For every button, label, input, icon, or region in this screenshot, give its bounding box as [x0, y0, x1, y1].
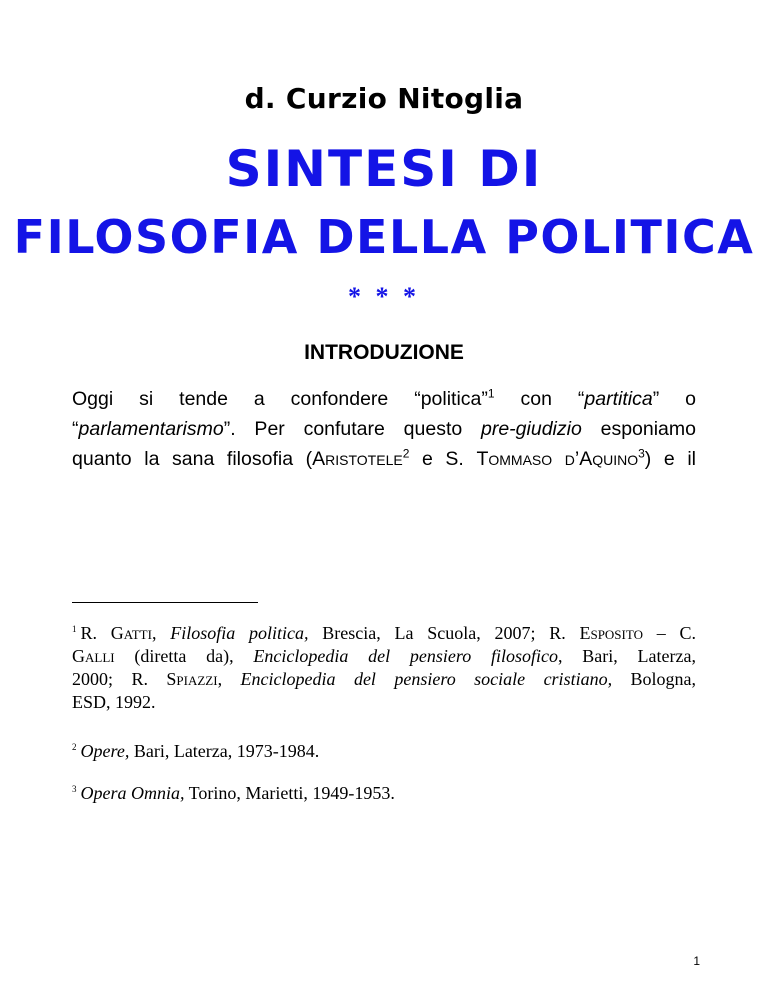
text-run: ,: [217, 669, 241, 689]
text-run: – C.: [642, 623, 696, 643]
footnote-marker: 1: [72, 624, 77, 634]
text-run: esponiamo: [581, 418, 696, 440]
author-name: d. Curzio Nitoglia: [244, 82, 524, 115]
text-run-smallcaps: Galli: [72, 646, 115, 666]
text-run-italic: Filosofia politica,: [170, 623, 309, 643]
footnote-3: [72, 782, 696, 805]
text-run-italic: Opere,: [80, 741, 130, 761]
footnote-1: [72, 622, 696, 714]
footnote-2: [72, 740, 696, 763]
text-run: quanto la sana filosofia (: [72, 448, 313, 470]
title-line-2: FILOSOFIA DELLA POLITICA: [13, 210, 755, 264]
text-run: Oggi si tende a confondere “politica”: [72, 388, 488, 410]
text-run: R.: [80, 623, 111, 643]
text-run: Brescia, La Scuola, 2007; R.: [308, 623, 580, 643]
body-line-1: [72, 384, 696, 414]
text-run: (diretta da),: [114, 646, 254, 666]
footnote-ref-3[interactable]: 3: [638, 446, 645, 461]
footnote-marker: 3: [72, 784, 77, 794]
text-run: ,: [151, 623, 171, 643]
text-run-italic: pre-giudizio: [481, 418, 582, 440]
text-run-smallcaps: Tommaso d’Aquino: [476, 448, 639, 470]
text-run-italic: Opera Omnia,: [80, 783, 185, 803]
footnote-1-line-2: [72, 645, 696, 668]
text-run: con “: [494, 388, 585, 410]
text-run-smallcaps: Esposito: [579, 623, 643, 643]
text-run: e S.: [409, 448, 477, 470]
text-run: Bologna,: [612, 669, 696, 689]
footnote-1-line-1: [72, 622, 696, 645]
text-run-smallcaps: Gatti: [110, 623, 152, 643]
footnote-marker: 2: [72, 742, 77, 752]
text-run-italic: parlamentarismo: [78, 418, 224, 440]
footnote-3-line-1: [72, 782, 696, 805]
separator-stars: * * *: [348, 282, 420, 311]
text-run: Bari, Laterza, 1973-1984.: [129, 741, 320, 761]
footnote-ref-2[interactable]: 2: [402, 446, 410, 461]
text-run-italic: Enciclopedia del pensiero sociale cristiano,: [240, 669, 613, 689]
text-run: ” o: [652, 388, 696, 410]
text-run-smallcaps: Aristotele: [312, 448, 403, 470]
text-run: ) e il: [644, 448, 696, 470]
text-run-italic: Enciclopedia del pensiero filosofico: [253, 646, 559, 666]
text-run-smallcaps: Spiazzi: [166, 669, 218, 689]
footnote-1-line-3: [72, 668, 696, 691]
footnote-2-line-1: [72, 740, 696, 763]
footnote-ref-1[interactable]: 1: [487, 386, 495, 401]
page-number: 1: [693, 954, 700, 968]
footnote-1-line-4: ESD, 1992.: [72, 692, 156, 712]
footnote-separator-rule: [72, 602, 258, 603]
text-run: “: [72, 418, 79, 440]
body-line-3: [72, 444, 696, 474]
title-line-1: SINTESI DI: [225, 140, 543, 198]
text-run: , Bari, Laterza,: [558, 646, 696, 666]
section-heading: INTRODUZIONE: [304, 341, 464, 364]
text-run: Torino, Marietti, 1949-1953.: [184, 783, 395, 803]
body-line-2: [72, 414, 696, 444]
body-paragraph: [72, 384, 696, 474]
text-run: 2000; R.: [72, 669, 167, 689]
text-run: ”. Per confutare questo: [223, 418, 481, 440]
text-run-italic: partitica: [584, 388, 653, 410]
